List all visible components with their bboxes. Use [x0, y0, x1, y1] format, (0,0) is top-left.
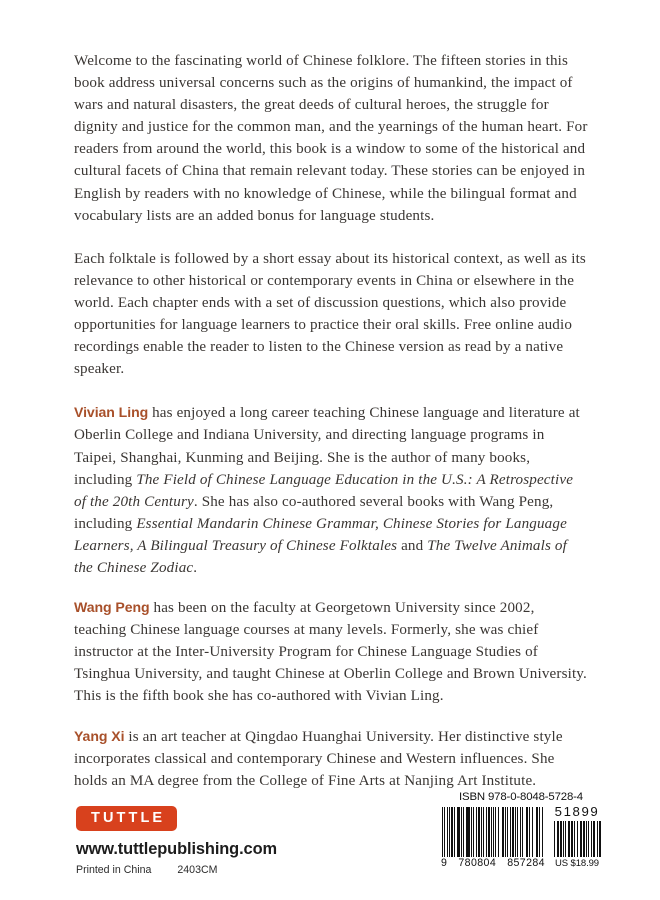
description-paragraph-1: Welcome to the fascinating world of Chinese folklore. The fifteen stories in this book address universal concerns such as the origins of humankind, the impact of wars and natural disasters, the great deeds of cultural heroes, the struggle for dignity and justice for the common man, and the yearnings of the human heart. For readers from around the world, this book is a window to some of the historical and cultural facets of China that remain relevant today. These stories can be enjoyed in English by readers with no knowledge of Chinese, while the bilingual format and vocabulary lists are an added bonus for language students.: [74, 53, 588, 224]
book-title-italic: Essential Mandarin Chinese Grammar, Chinese Stories for Language Learners, A Bilingual Treasury of Chinese Folktales: [74, 515, 567, 554]
publisher-website-url: www.tuttlepublishing.com: [76, 839, 277, 858]
bio-text-segment: and: [397, 537, 428, 554]
printed-in-label: Printed in China: [76, 863, 152, 876]
ean-digit-group-right: 857284: [507, 856, 545, 869]
tuttle-publisher-logo: TUTTLE: [76, 806, 177, 831]
ean-digit-first: 9: [441, 856, 448, 869]
author-name-vivian-ling: Vivian Ling: [74, 404, 149, 421]
print-batch-code: 2403CM: [177, 863, 218, 876]
retail-price-label: US $18.99: [555, 857, 599, 869]
isbn-barcode-block: [441, 792, 601, 868]
ean5-addon-digits: 51899: [554, 804, 600, 820]
publisher-info: [76, 806, 376, 876]
barcode-row: [441, 805, 601, 868]
ean5-addon-bars: [553, 821, 601, 857]
bio-text-segment: is an art teacher at Qingdao Huanghai University. Her distinctive style incorporates classical and contemporary Chinese and Western influences. She holds an MA degree from the College of Fine Arts at Nanjing Art Institute.: [74, 728, 563, 789]
ean13-barcode: [441, 807, 545, 869]
ean13-bars: [441, 807, 545, 857]
author-bio-wang-peng: [74, 596, 588, 707]
ean-digit-group-left: 780804: [458, 856, 497, 869]
print-info: [76, 865, 376, 876]
ean5-addon-barcode: [553, 805, 601, 868]
marketing-copy: [74, 50, 588, 792]
author-bio-yang-xi: [74, 725, 588, 792]
author-name-yang-xi: Yang Xi: [74, 727, 125, 744]
book-title-italic: The Twelve Animals of the Chinese Zodiac: [74, 537, 567, 576]
isbn-label: ISBN 978-0-8048-5728-4: [459, 791, 583, 803]
description-paragraph-2: Each folktale is followed by a short essay about its historical context, as well as its relevance to other historical or contemporary events in China or elsewhere in the world. Each chapter ends with a set of discussion questions, which also provide opportunities for language learners to practice their oral skills. Free online audio recordings enable the reader to listen to the Chinese version as read by a native speaker.: [74, 250, 586, 378]
ean13-digits: [441, 858, 545, 869]
bio-text-segment: has been on the faculty at Georgetown University since 2002, teaching Chinese language courses at many levels. Formerly, she was chief instructor at the Inter-University Program for Chinese Language Studies of Tsinghua University, and taught Chinese at Oberlin College and Brown University. This is the fifth book she has co-authored with Vivian Ling.: [74, 600, 587, 705]
book-title-italic: The Field of Chinese Language Education in the U.S.: A Retrospective of the 20th Century: [74, 471, 574, 510]
bio-text-segment: .: [193, 559, 198, 576]
bio-text-segment: . She has also co-authored several books with Wang Peng, including: [74, 493, 554, 532]
bio-text-segment: has enjoyed a long career teaching Chinese language and literature at Oberlin College and Indiana University, and directing language programs in Taipei, Shanghai, Kunming and Beijing. She is the author of many books, including: [74, 405, 580, 488]
author-bio-vivian-ling: [74, 401, 588, 579]
author-name-wang-peng: Wang Peng: [74, 599, 150, 616]
